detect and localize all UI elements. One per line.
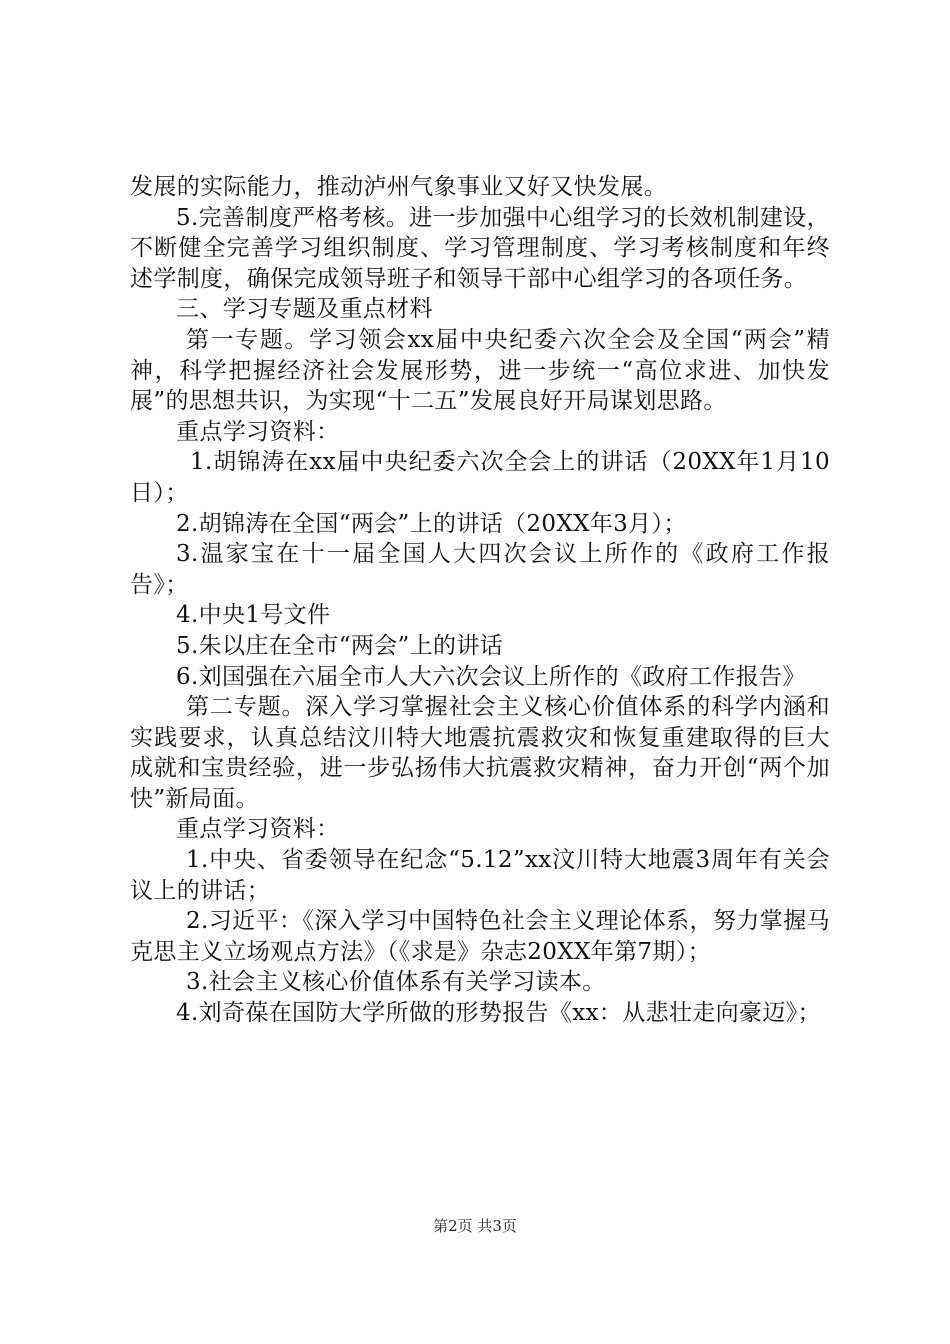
paragraph: 三、学习专题及重点材料 — [176, 296, 433, 323]
paragraph: 4.中央1号文件 — [176, 602, 331, 629]
paragraph: 1.中央、省委领导在纪念“5.12”xx汶川特大地震3周年有关会议上的讲话； — [130, 847, 830, 904]
paragraph: 2.习近平：《深入学习中国特色社会主义理论体系，努力掌握马克思主义立场观点方法》（《求是》杂志20XX年第7期）； — [130, 908, 830, 965]
paragraph: 第一专题。学习领会xx届中央纪委六次全会及全国“两会”精神，科学把握经济社会发展形势，进一步统一“高位求进、加快发展”的思想共识，为实现“十二五”发展良好开局谋划思路。 — [130, 326, 830, 415]
paragraph: 6.刘国强在六届全市人大六次会议上所作的《政府工作报告》 — [176, 663, 806, 690]
paragraph: 4.刘奇葆在国防大学所做的形势报告《xx：从悲壮走向豪迈》； — [176, 1000, 821, 1027]
document-body — [130, 172, 830, 1029]
paragraph: 3.社会主义核心价值体系有关学习读本。 — [186, 969, 606, 996]
paragraph: 5.朱以庄在全市“两会”上的讲话 — [176, 632, 504, 659]
page-footer: 第2页 共3页 — [433, 1217, 517, 1235]
paragraph: 1.胡锦涛在xx届中央纪委六次全会上的讲话（20XX年1月10日）； — [130, 449, 830, 506]
paragraph: 重点学习资料： — [176, 816, 340, 843]
paragraph: 重点学习资料： — [176, 418, 340, 445]
paragraph: 2.胡锦涛在全国“两会”上的讲话（20XX年3月）； — [176, 510, 687, 537]
paragraph: 5.完善制度严格考核。进一步加强中心组学习的长效机制建设，不断健全完善学习组织制度、学习管理制度、学习考核制度和年终述学制度，确保完成领导班子和领导干部中心组学习的各项任务。 — [130, 204, 830, 292]
paragraph: 3.温家宝在十一届全国人大四次会议上所作的《政府工作报告》； — [130, 541, 830, 598]
paragraph: 第二专题。深入学习掌握社会主义核心价值体系的科学内涵和实践要求，认真总结汶川特大地震抗震救灾和恢复重建取得的巨大成就和宝贵经验，进一步弘扬伟大抗震救灾精神，奋力开创“两个加快”新局面。 — [130, 694, 830, 812]
paragraph: 发展的实际能力，推动泸州气象事业又好又快发展。 — [130, 174, 668, 200]
